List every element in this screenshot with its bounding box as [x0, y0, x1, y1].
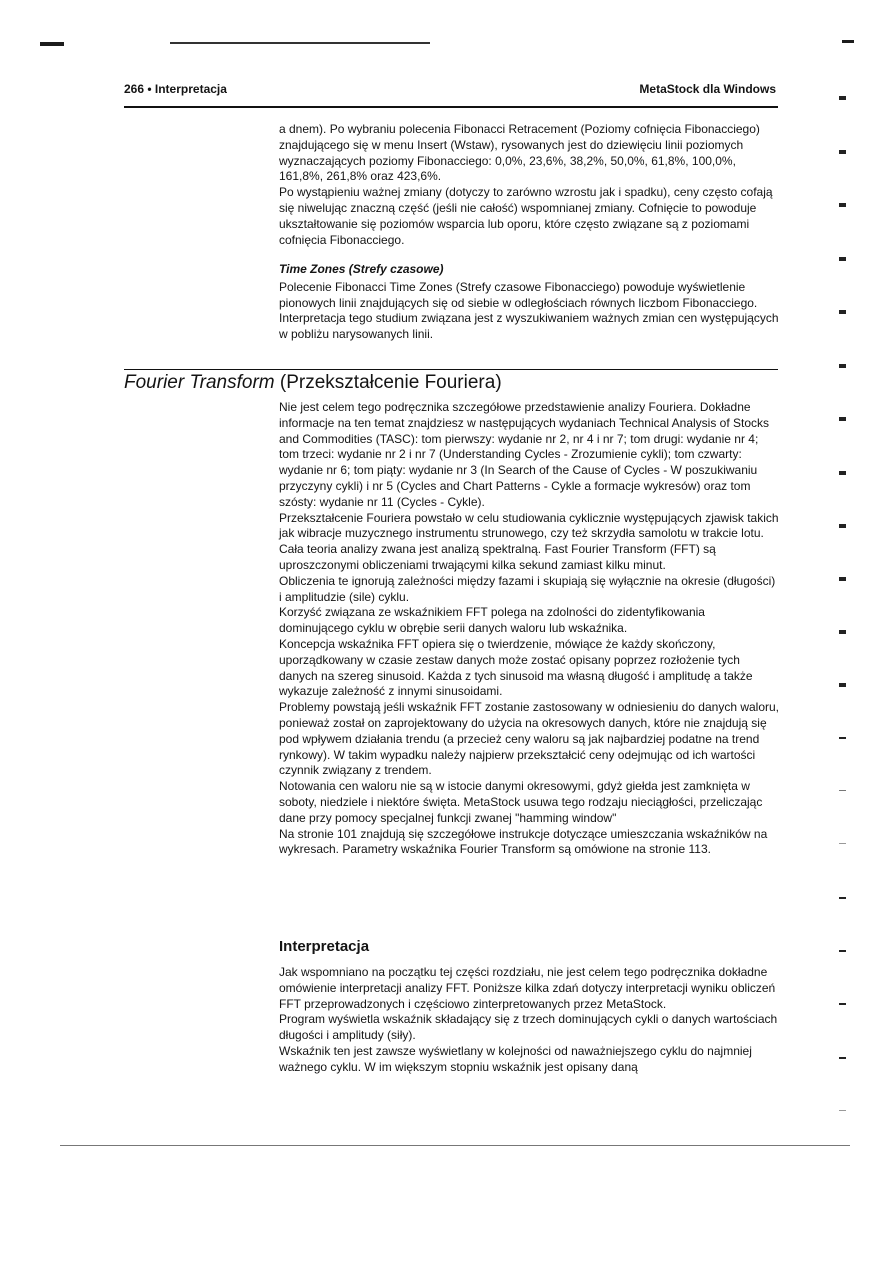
intro-paragraph-1: a dnem). Po wybraniu polecenia Fibonacci Retracement (Poziomy cofnięcia Fibonacciego) znajdującego się w menu Insert (Wstaw), rysowanych jest do dziewięciu linii poziomych wyznaczających poziomy Fibonacciego: 0,0%, 23,6%, 38,2%, 50,0%, 61,8%, 100,0%, 161,8%, 261,8% oraz 423,6%.	[279, 122, 760, 184]
margin-mark	[839, 737, 846, 739]
fourier-paragraph-2: Przekształcenie Fouriera powstało w celu studiowania cyklicznie występujących zjawisk takich jak wibracje muzycznego instrumentu strunowego, czy też skrzydła samolotu w trakcie lotu.	[279, 510, 779, 541]
running-head	[124, 82, 776, 102]
section-title	[124, 372, 502, 394]
fourier-paragraph-4: Obliczenia te ignorują zależności między fazami i skupiają się wyłącznie na okresie (długości) i amplitudzie (sile) cyklu.	[279, 573, 776, 604]
margin-mark	[839, 630, 846, 634]
section-title-rest: (Przekształcenie Fouriera)	[274, 372, 502, 393]
interpretacja-paragraph-3: Wskaźnik ten jest zawsze wyświetlany w kolejności od naważniejszego cyklu do najmniej ważnego cyklu. W im większym stopniu wskaźnik jest opisany daną	[279, 1043, 752, 1074]
scan-artifact-top-line	[170, 42, 430, 44]
page-number-and-chapter: 266 • Interpretacja	[124, 82, 227, 96]
margin-mark	[839, 524, 846, 528]
margin-mark	[839, 1003, 846, 1005]
margin-mark	[839, 257, 846, 261]
margin-mark	[839, 577, 846, 581]
section-title-italic: Fourier Transform	[124, 372, 275, 393]
scan-artifact-top-right	[842, 40, 854, 43]
margin-mark	[839, 364, 846, 368]
book-title: MetaStock dla Windows	[639, 82, 776, 96]
fourier-paragraph-9: Na stronie 101 znajdują się szczegółowe instrukcje dotyczące umieszczania wskaźników na wykresach. Parametry wskaźnika Fourier Transform są omówione na stronie 113.	[279, 826, 768, 857]
margin-mark	[839, 790, 846, 791]
margin-mark	[839, 203, 846, 207]
fourier-body	[279, 400, 779, 858]
fourier-paragraph-6: Koncepcja wskaźnika FFT opiera się o twierdzenie, mówiące że każdy skończony, uporządkowany w czasie zestaw danych może zostać opisany poprzez rozłożenie tych danych na szereg sinusoid. Każda z tych sinusoid ma własną długość i amplitudę a także wykazuje zależność z innymi sinusoidami.	[279, 636, 753, 699]
margin-mark	[839, 417, 846, 421]
interpretacja-paragraph-1: Jak wspomniano na początku tej części rozdziału, nie jest celem tego podręcznika dokładne omówienie interpretacji analizy FFT. Poniższe kilka zdań dotyczy interpretacji wyniku obliczeń FFT przeprowadzonych i częściowo zinterpretowanych przez MetaStock.	[279, 965, 776, 1011]
margin-mark	[839, 471, 846, 475]
interpretacja-heading: Interpretacja	[279, 938, 370, 955]
time-zones-block	[279, 262, 779, 343]
fourier-paragraph-5: Korzyść związana ze wskaźnikiem FFT polega na zdolności do zidentyfikowania dominującego cyklu w obrębie serii danych waloru lub wskaźnika.	[279, 605, 705, 636]
margin-mark	[839, 843, 846, 844]
time-zones-paragraph: Polecenie Fibonacci Time Zones (Strefy czasowe Fibonacciego) powoduje wyświetlenie pionowych linii znajdujących się od siebie w odległościach równych liczbom Fibonacciego. Interpretacja tego studium związana jest z wyszukiwaniem ważnych zmian cen występujących w pobliżu narysowanych linii.	[279, 279, 779, 342]
interpretacja-body	[279, 965, 779, 1076]
fourier-paragraph-3: Cała teoria analizy zwana jest analizą spektralną. Fast Fourier Transform (FFT) są uproszczonymi obliczeniami trwającymi kilka sekund zamiast kilku minut.	[279, 542, 716, 572]
bottom-scan-line	[60, 1145, 850, 1146]
margin-mark	[839, 96, 846, 100]
margin-mark	[839, 683, 846, 687]
intro-text	[279, 122, 779, 248]
time-zones-heading: Time Zones (Strefy czasowe)	[279, 262, 444, 276]
fourier-paragraph-8: Notowania cen waloru nie są w istocie danymi okresowymi, gdyż giełda jest zamknięta w soboty, niedziele i niektóre święta. MetaStock usuwa tego rodzaju nieciągłości, przeliczając dane przy pomocy specjalnej funkcji zwanej "hamming window"	[279, 779, 763, 825]
margin-mark	[839, 1057, 846, 1059]
margin-mark	[839, 1110, 846, 1111]
fourier-paragraph-1: Nie jest celem tego podręcznika szczegółowe przedstawienie analizy Fouriera. Dokładne informacje na ten temat znajdziesz w następujących wydaniach Technical Analysis of Stocks and Commodities (TASC): tom pierwszy: wydanie nr 2, nr 4 i nr 7; tom drugi: wydanie nr 4; tom trzeci: wydanie nr 2 i nr 7 (Understanding Cycles - Zrozumienie cykli); tom czwarty: wydanie nr 6; tom piąty: wydanie nr 3 (In Search of the Cause of Cycles - W poszukiwaniu przyczyny cykli) i nr 5 (Cycles and Chart Patterns - Cykle a formacje wykresów) oraz tom szósty: wydanie nr 11 (Cycles - Cykle).	[279, 400, 770, 509]
fourier-paragraph-7: Problemy powstają jeśli wskaźnik FFT zostanie zastosowany w odniesieniu do danych waloru, ponieważ został on zaprojektowany do użycia na okresowych danych, które nie znajdują się pod wpływem działania trendu (a przecież ceny waloru są jak najbardziej podatne na trend rynkowy). W takim wypadku należy najpierw przekształcić ceny odejmując od ich wartości czynnik związany z trendem.	[279, 700, 780, 778]
header-rule	[124, 106, 778, 108]
margin-mark	[839, 897, 846, 899]
margin-mark	[839, 310, 846, 314]
margin-mark	[839, 950, 846, 952]
section-rule	[124, 369, 778, 370]
interpretacja-paragraph-2: Program wyświetla wskaźnik składający się z trzech dominujących cykli o danych wartościach długości i amplitudy (siły).	[279, 1012, 778, 1043]
scan-artifact-top-left	[40, 42, 64, 46]
intro-paragraph-2: Po wystąpieniu ważnej zmiany (dotyczy to zarówno wzrostu jak i spadku), ceny często cofają się niwelując znaczną część (jeśli nie całość) wspomnianej zmiany. Cofnięcie to powoduje ukształtowanie się poziomów wsparcia lub oporu, które często związane są z poziomami cofnięcia Fibonacciego.	[279, 185, 773, 247]
margin-mark	[839, 150, 846, 154]
